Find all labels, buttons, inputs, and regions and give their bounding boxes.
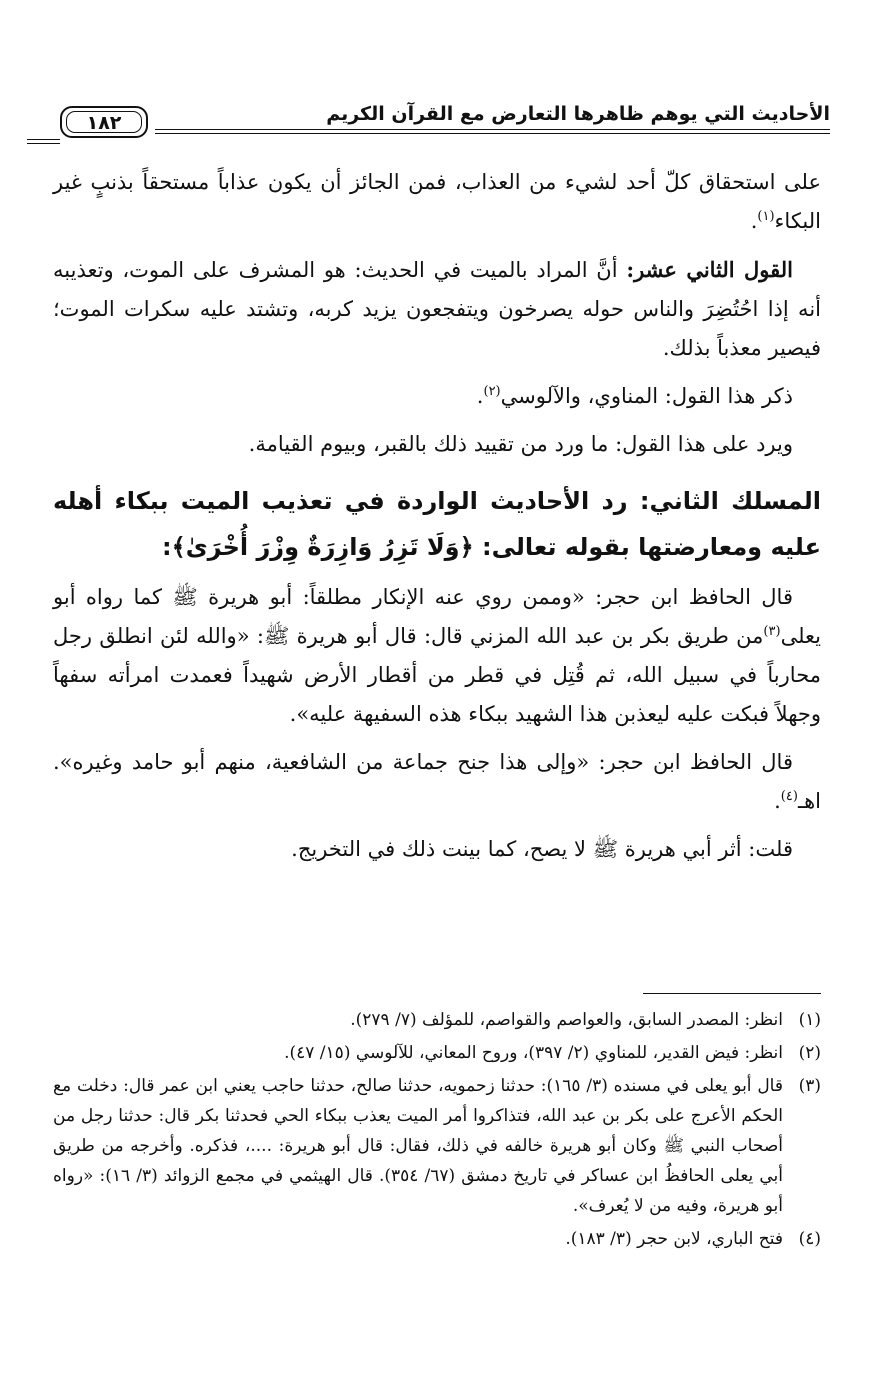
paragraph-text: من طريق بكر بن عبد الله المزني قال: قال أبو هريرة ﷺ: «والله لئن انطلق رجل محارباً في سبيل الله، ثم قُتِل في قطر من أقطار الأرض شهيداً فعمدت امرأته سفهاً وجهلاً فبكت عليه ليعذبن هذا الشهيد ببكاء هذه السفيهة عليه». bbox=[53, 624, 821, 726]
paragraph bbox=[53, 425, 821, 464]
footnote-number: (١) bbox=[798, 1010, 821, 1030]
quran-verse: ﴿وَلَا تَزِرُ وَازِرَةٌ وِزْرَ أُخْرَىٰ﴾ bbox=[171, 533, 474, 561]
footnote-ref: (٤) bbox=[780, 789, 798, 804]
paragraph bbox=[53, 250, 821, 368]
footnote-number: (٢) bbox=[798, 1043, 821, 1063]
header-rule bbox=[155, 133, 830, 134]
paragraph-text: قلت: أثر أبي هريرة ﷺ لا يصح، كما بينت ذلك في التخريج. bbox=[291, 837, 793, 861]
header-rule bbox=[27, 143, 60, 144]
page-number-badge bbox=[60, 106, 148, 138]
paragraph-text: قال الحافظ ابن حجر: «وممن روي عنه الإنكار مطلقاً: أبو هريرة ﷺ كما رواه أبو يعلى bbox=[53, 585, 821, 648]
paragraph: على استحقاق كلّ أحد لشيء من العذاب، فمن الجائز أن يكون عذاباً مستحقاً بذنبٍ غير البكاء$^{(١)}$. bbox=[53, 170, 821, 233]
header-rule bbox=[155, 129, 830, 130]
footnote-separator bbox=[643, 993, 821, 994]
paragraph-text: ويرد على هذا القول: ما ورد من تقييد ذلك بالقبر، وبيوم القيامة. bbox=[248, 432, 793, 456]
footnote bbox=[53, 1005, 821, 1035]
paragraph-label: القول الثاني عشر: bbox=[626, 257, 793, 282]
paragraph-text: ذكر هذا القول: المناوي، والآلوسي bbox=[500, 384, 793, 408]
footnote bbox=[53, 1071, 821, 1221]
footnotes bbox=[53, 1005, 821, 1257]
heading-text: المسلك الثاني: رد الأحاديث الواردة في تعذيب الميت ببكاء أهله عليه ومعارضتها بقوله تعالى: bbox=[53, 487, 821, 561]
footnote-number: (٤) bbox=[798, 1229, 821, 1249]
footnote-number: (٣) bbox=[798, 1076, 821, 1096]
header-rule bbox=[27, 139, 60, 140]
main-text bbox=[53, 163, 821, 878]
footnote-ref: (٢) bbox=[483, 384, 501, 399]
page-header bbox=[60, 98, 830, 144]
running-title: الأحاديث التي يوهم ظاهرها التعارض مع القرآن الكريم bbox=[326, 103, 830, 125]
punctuation: : bbox=[162, 533, 172, 561]
paragraph-text: قال الحافظ ابن حجر: «وإلى هذا جنح جماعة من الشافعية، منهم أبو حامد وغيره». اهـ bbox=[53, 750, 821, 813]
page-number: ١٨٢ bbox=[66, 111, 142, 133]
punctuation: . bbox=[476, 384, 484, 408]
paragraph bbox=[53, 743, 821, 821]
footnote bbox=[53, 1038, 821, 1068]
paragraph bbox=[53, 377, 821, 416]
paragraph bbox=[53, 578, 821, 734]
punctuation: . bbox=[774, 789, 781, 813]
paragraph-text: على استحقاق كلّ أحد لشيء من العذاب، فمن الجائز أن يكون عذاباً مستحقاً بذنبٍ غير البكاء bbox=[53, 170, 821, 233]
footnote-ref: (٣) bbox=[763, 624, 781, 639]
paragraph bbox=[53, 830, 821, 869]
paragraph-text: أنَّ المراد بالميت في الحديث: هو المشرف على الموت، وتعذيبه أنه إذا احُتُضِرَ والناس حوله يصرخون ويتفجعون يزيد كربه، وتشتد عليه سكرات الموت؛ فيصير معذباً بذلك. bbox=[53, 258, 821, 360]
footnote-ref: (١) bbox=[757, 209, 775, 224]
section-heading bbox=[53, 478, 821, 570]
footnote bbox=[53, 1224, 821, 1254]
footnote-text: فتح الباري، لابن حجر (٣/ ١٨٣). bbox=[565, 1229, 783, 1249]
footnote-text: قال أبو يعلى في مسنده (٣/ ١٦٥): حدثنا زحمويه، حدثنا صالح، حدثنا حاجب يعني ابن عمر قال: دخلت مع الحكم الأعرج على بكر بن عبد الله، فتذاكروا أمر الميت يعذب ببكاء الحي فحدثنا بكر قال: حدثنا رجل من أصحاب النبي ﷺ وكان أبو هريرة خالفه في ذلك، فقال: قال أبو هريرة: ....، فذكره. وأخرجه من طريق أبي يعلى الحافظُ ابن عساكر في تاريخ دمشق (٦٧/ ٣٥٤). قال الهيثمي في مجمع الزوائد (٣/ ١٦): «رواه أبو هريرة، وفيه من لا يُعرف». bbox=[53, 1076, 783, 1216]
footnote-text: انظر: فيض القدير، للمناوي (٢/ ٣٩٧)، وروح المعاني، للآلوسي (١٥/ ٤٧). bbox=[284, 1043, 783, 1063]
footnote-text: انظر: المصدر السابق، والعواصم والقواصم، للمؤلف (٧/ ٢٧٩). bbox=[350, 1010, 783, 1030]
